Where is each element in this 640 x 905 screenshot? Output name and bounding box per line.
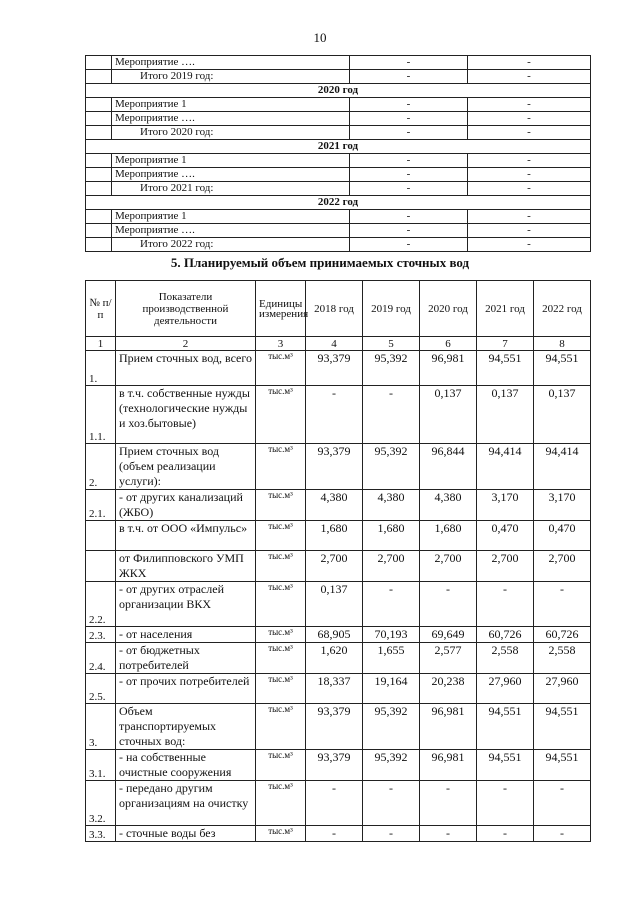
year-row [86,140,591,154]
indicator-name: от Филипповского УМП ЖКХ [116,551,256,582]
year-value: 2,700 [477,551,534,582]
indicator-name: - от других канализаций (ЖБО) [116,490,256,521]
measure-label: Мероприятие 1 [112,154,350,168]
year-row [86,84,591,98]
measure-row [86,70,591,84]
year-value: 96,981 [420,351,477,386]
year-value: 19,164 [363,674,420,704]
year-value: - [306,781,363,826]
column-number: 4 [306,337,363,351]
year-value: 20,238 [420,674,477,704]
row-number: 2.3. [86,627,116,643]
year-value: 0,137 [420,386,477,444]
year-value: 1,655 [363,643,420,674]
indicator-name: в т.ч. собственные нужды (технологические нужды и хоз.бытовые) [116,386,256,444]
column-number: 2 [116,337,256,351]
year-value: 94,551 [477,750,534,781]
row-num-cell [86,126,112,140]
measure-label: Мероприятие …. [112,168,350,182]
year-value: 3,170 [477,490,534,521]
year-heading: 2021 год [86,140,591,154]
row-num-cell [86,56,112,70]
year-value: 95,392 [363,704,420,750]
header-2020: 2020 год [420,281,477,337]
year-value: - [534,781,591,826]
year-value: - [534,826,591,842]
table-row [86,444,591,490]
total-label: Итого 2019 год: [112,70,350,84]
unit-cell: тыс.м³ [256,351,306,386]
year-value: - [363,582,420,627]
measure-row [86,112,591,126]
year-value: 94,551 [534,750,591,781]
year-value: 96,981 [420,750,477,781]
value-cell: - [350,70,468,84]
measure-label: Мероприятие 1 [112,98,350,112]
measure-label: Мероприятие …. [112,56,350,70]
year-value: 69,649 [420,627,477,643]
year-value: 4,380 [306,490,363,521]
year-value: 93,379 [306,704,363,750]
row-number: 3. [86,704,116,750]
year-value: 0,137 [306,582,363,627]
year-row [86,196,591,210]
indicator-name: - от прочих потребителей [116,674,256,704]
year-heading: 2022 год [86,196,591,210]
value-cell: - [350,224,468,238]
year-value: 94,414 [534,444,591,490]
year-value: - [534,582,591,627]
year-value: 0,470 [534,521,591,551]
indicator-name: в т.ч. от ООО «Импульс» [116,521,256,551]
value-cell: - [468,238,591,252]
year-value: 18,337 [306,674,363,704]
year-value: 68,905 [306,627,363,643]
year-value: - [306,826,363,842]
year-value: - [420,781,477,826]
column-number: 1 [86,337,116,351]
year-value: 93,379 [306,351,363,386]
year-value: - [306,386,363,444]
year-value: 2,700 [306,551,363,582]
value-cell: - [468,168,591,182]
unit-cell: тыс.м³ [256,444,306,490]
column-number: 6 [420,337,477,351]
table-row [86,551,591,582]
row-num-cell [86,98,112,112]
row-number: 3.3. [86,826,116,842]
row-number: 3.1. [86,750,116,781]
year-value: 2,577 [420,643,477,674]
year-value: 60,726 [534,627,591,643]
indicator-name: - сточные воды без [116,826,256,842]
indicator-name: - от бюджетных потребителей [116,643,256,674]
table-row [86,781,591,826]
unit-cell: тыс.м³ [256,750,306,781]
header-num: № п/п [86,281,116,337]
table-row [86,521,591,551]
table-row [86,582,591,627]
column-number: 7 [477,337,534,351]
row-number: 2.2. [86,582,116,627]
year-value: 3,170 [534,490,591,521]
header-indicator: Показатели производственной деятельности [116,281,256,337]
unit-cell: тыс.м³ [256,551,306,582]
year-value: - [363,781,420,826]
measure-row [86,182,591,196]
measure-row [86,56,591,70]
header-2022: 2022 год [534,281,591,337]
unit-cell: тыс.м³ [256,627,306,643]
year-value: 94,414 [477,444,534,490]
column-number: 5 [363,337,420,351]
value-cell: - [468,210,591,224]
measure-row [86,126,591,140]
table-row [86,826,591,842]
year-value: 2,700 [534,551,591,582]
measure-label: Мероприятие …. [112,224,350,238]
table-row [86,750,591,781]
value-cell: - [350,238,468,252]
year-value: 2,558 [477,643,534,674]
year-value: - [477,826,534,842]
header-2021: 2021 год [477,281,534,337]
value-cell: - [350,154,468,168]
row-num-cell [86,168,112,182]
value-cell: - [468,182,591,196]
year-value: - [477,582,534,627]
row-num-cell [86,224,112,238]
indicator-name: - на собственные очистные сооружения [116,750,256,781]
row-num-cell [86,70,112,84]
table-row [86,490,591,521]
row-number [86,521,116,551]
wastewater-volume-table [85,280,591,842]
value-cell: - [350,56,468,70]
value-cell: - [468,112,591,126]
row-num-cell [86,182,112,196]
year-value: 93,379 [306,444,363,490]
year-value: 95,392 [363,750,420,781]
measure-row [86,224,591,238]
header-unit: Единицы измерения [256,281,306,337]
year-value: 94,551 [534,351,591,386]
year-value: 60,726 [477,627,534,643]
unit-cell: тыс.м³ [256,643,306,674]
year-value: 1,680 [420,521,477,551]
year-value: 94,551 [477,351,534,386]
indicator-name: Прием сточных вод (объем реализации услуги): [116,444,256,490]
value-cell: - [468,98,591,112]
value-cell: - [350,112,468,126]
value-cell: - [350,168,468,182]
unit-cell: тыс.м³ [256,704,306,750]
column-number: 8 [534,337,591,351]
unit-cell: тыс.м³ [256,386,306,444]
indicator-name: Объем транспортируемых сточных вод: [116,704,256,750]
year-value: 2,700 [363,551,420,582]
year-value: 2,700 [420,551,477,582]
value-cell: - [468,70,591,84]
year-value: 93,379 [306,750,363,781]
indicator-name: - от населения [116,627,256,643]
year-value: 96,981 [420,704,477,750]
year-value: - [363,386,420,444]
table-row [86,386,591,444]
row-num-cell [86,112,112,126]
page-number: 10 [313,30,327,45]
measure-row [86,210,591,224]
value-cell: - [468,56,591,70]
total-label: Итого 2020 год: [112,126,350,140]
section-title: 5. Планируемый объем принимаемых сточных вод [170,255,470,270]
row-num-cell [86,210,112,224]
table-row [86,704,591,750]
row-number: 2.4. [86,643,116,674]
year-value: 0,137 [534,386,591,444]
year-value: 1,620 [306,643,363,674]
header-2019: 2019 год [363,281,420,337]
table-row [86,351,591,386]
measure-row [86,154,591,168]
table-row [86,627,591,643]
year-value: 95,392 [363,444,420,490]
row-number [86,551,116,582]
year-value: 95,392 [363,351,420,386]
table-row [86,674,591,704]
unit-cell: тыс.м³ [256,826,306,842]
year-value: 4,380 [420,490,477,521]
year-value: - [420,826,477,842]
measures-table [85,55,591,252]
measure-label: Мероприятие 1 [112,210,350,224]
year-heading: 2020 год [86,84,591,98]
year-value: 0,137 [477,386,534,444]
column-number: 3 [256,337,306,351]
measure-row [86,98,591,112]
year-value: 1,680 [363,521,420,551]
unit-cell: тыс.м³ [256,781,306,826]
measure-row [86,168,591,182]
header-row [86,281,591,337]
year-value: - [420,582,477,627]
year-value: 4,380 [363,490,420,521]
year-value: 27,960 [534,674,591,704]
year-value: - [477,781,534,826]
year-value: 2,558 [534,643,591,674]
year-value: 0,470 [477,521,534,551]
year-value: 27,960 [477,674,534,704]
value-cell: - [350,126,468,140]
value-cell: - [350,210,468,224]
row-number: 3.2. [86,781,116,826]
unit-cell: тыс.м³ [256,490,306,521]
value-cell: - [468,224,591,238]
row-number: 1. [86,351,116,386]
row-number: 1.1. [86,386,116,444]
indicator-name: Прием сточных вод, всего [116,351,256,386]
total-label: Итого 2022 год: [112,238,350,252]
year-value: 94,551 [477,704,534,750]
value-cell: - [350,98,468,112]
year-value: 94,551 [534,704,591,750]
year-value: - [363,826,420,842]
indicator-name: - передано другим организациям на очистку [116,781,256,826]
row-number: 2. [86,444,116,490]
year-value: 96,844 [420,444,477,490]
measure-row [86,238,591,252]
value-cell: - [468,154,591,168]
row-num-cell [86,154,112,168]
column-numbers-row [86,337,591,351]
year-value: 70,193 [363,627,420,643]
year-value: 1,680 [306,521,363,551]
indicator-name: - от других отраслей организации ВКХ [116,582,256,627]
value-cell: - [468,126,591,140]
value-cell: - [350,182,468,196]
row-number: 2.1. [86,490,116,521]
measure-label: Мероприятие …. [112,112,350,126]
total-label: Итого 2021 год: [112,182,350,196]
table-row [86,643,591,674]
unit-cell: тыс.м³ [256,582,306,627]
unit-cell: тыс.м³ [256,521,306,551]
row-num-cell [86,238,112,252]
row-number: 2.5. [86,674,116,704]
unit-cell: тыс.м³ [256,674,306,704]
header-2018: 2018 год [306,281,363,337]
